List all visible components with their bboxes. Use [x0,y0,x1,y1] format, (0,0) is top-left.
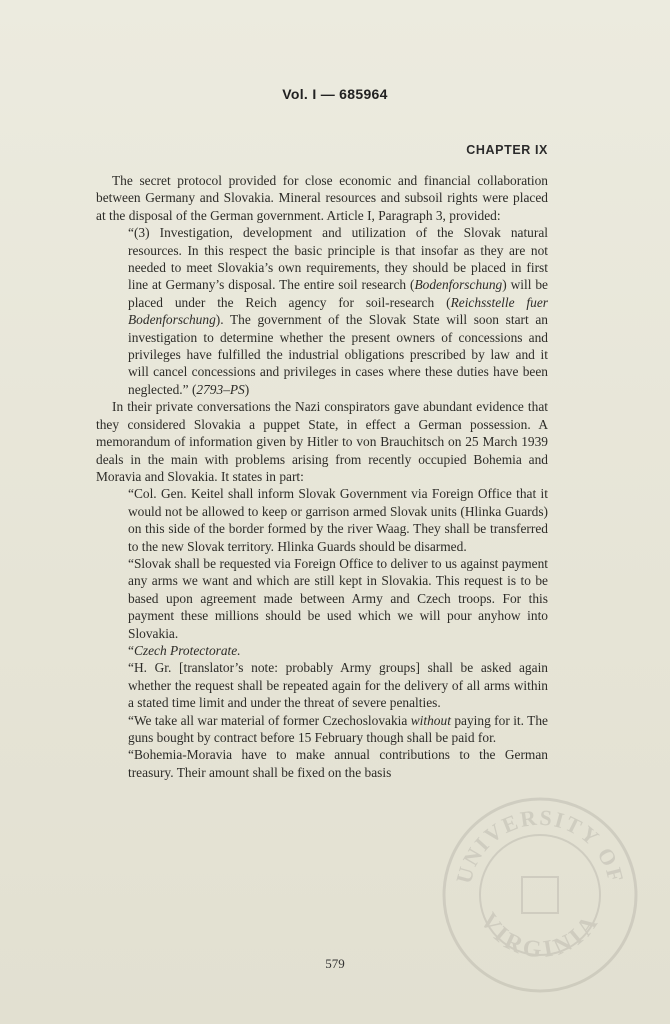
svg-text:UNIVERSITY OF [451,805,629,887]
paragraph [96,172,548,224]
body-text [96,172,548,781]
quoted-paragraph [128,659,548,711]
text-run: ) will be placed under the Reich agency for soil-research ( [128,277,548,310]
university-seal-watermark [440,795,640,995]
text-run: ). The government of the Slovak State will soon start an investigation to determine whether the present owners of concessions and privileges have fulfilled the industrial obligations prescribed by law and it will cancel concessions and privileges in cases where these duties have been neglected.” ( [128,312,548,397]
paragraph [96,398,548,485]
text-run: “(3) Investigation, development and utilization of the Slovak natural resources. In this respect the basic principle is that insofar as they are not needed to meet Slovakia’s own requirements, they should be placed in first line at Germany’s disposal. The entire soil research ( [128,225,548,293]
italic-text: Reichsstelle fuer Bodenforschung [128,294,548,328]
quoted-paragraph [128,746,548,781]
text-run: paying for it. The guns bought by contract before 15 February though shall be paid for. [128,712,548,745]
quoted-paragraph [128,485,548,555]
text-run: The secret protocol provided for close economic and financial collaboration between Germany and Slovakia. Mineral resources and subsoil rights were placed at the disposal of the German government. Article I, Paragraph 3, provided: [96,173,548,223]
text-run: “We take all war material of former Czechoslovakia [128,712,411,728]
seal-text-top: UNIVERSITY OF [450,804,630,887]
volume-header: Vol. I — 685964 [282,86,388,102]
quoted-paragraph [128,712,548,747]
text-run: In their private conversations the Nazi conspirators gave abundant evidence that they considered Slovakia a puppet State, in effect a German possession. A memorandum of information given by Hitler to von Brauchitsch on 25 March 1939 deals in the main with problems arising from recently occupied Bohemia and Moravia and Slovakia. It states in part: [96,399,548,484]
quoted-paragraph [128,555,548,642]
text-run: “Col. Gen. Keitel shall inform Slovak Government via Foreign Office that it would not be allowed to keep or garrison armed Slovak units (Hlinka Guards) on this side of the border formed by the river Waag. They shall be transferred to the new Slovak territory. Hlinka Guards should be disarmed. [128,486,548,554]
text-run: “Slovak shall be requested via Foreign Office to deliver to us against payment any arms we want and which are still kept in Slovakia. This request is to be based upon agreement made between Army and Czech troops. For this payment these millions should be used which we will pour anyhow into Slovakia. [128,555,548,641]
text-run: ) [244,381,250,397]
text-run: “ [128,642,134,658]
quoted-paragraph [128,224,548,398]
svg-text:VIRGINIA [475,908,605,963]
text-run: “H. Gr. [translator’s note: probably Army groups] shall be asked again whether the request shall be repeated again for the delivery of all arms within a stated time limit and under the threat of severe penalties. [128,660,548,711]
italic-text: Bodenforschung [414,277,503,293]
italic-text: Czech Protectorate. [133,642,241,658]
italic-text: without [410,712,451,728]
seal-text-bottom: VIRGINIA [474,908,606,964]
chapter-heading: CHAPTER IX [466,143,548,157]
text-run: “Bohemia-Moravia have to make annual contributions to the German treasury. Their amount shall be fixed on the basis [128,747,548,780]
italic-text: 2793–PS [196,381,245,397]
quoted-paragraph [128,642,548,659]
page-number: 579 [325,956,345,971]
